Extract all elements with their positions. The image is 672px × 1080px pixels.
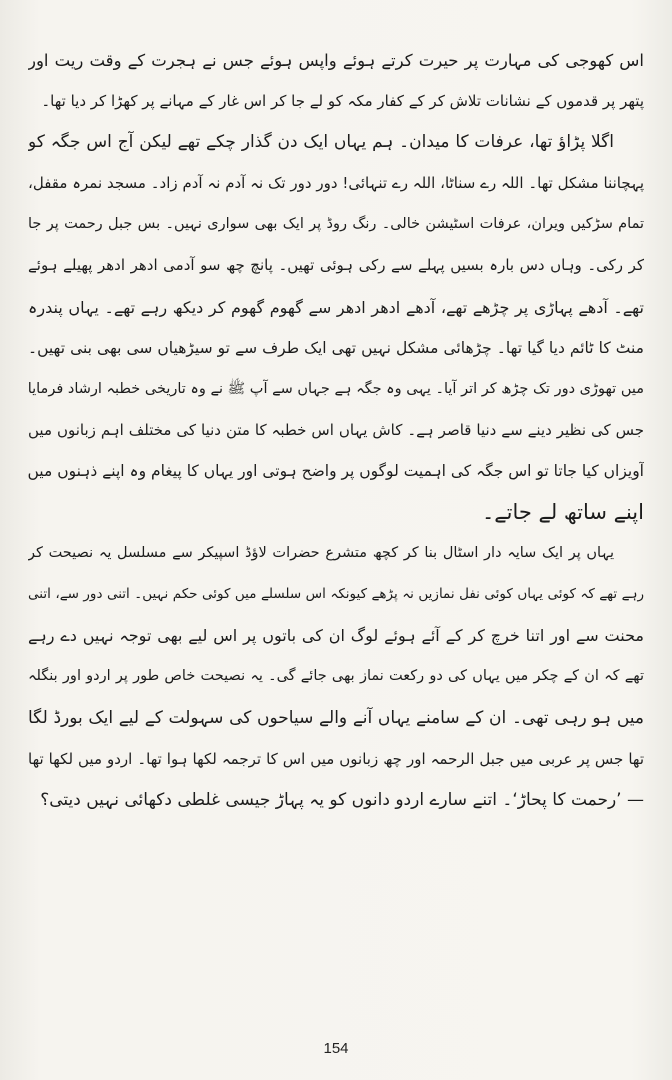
text-line: تھا جس پر عربی میں جبل الرحمہ اور چھ زبانوں میں اس کا ترجمہ لکھا ہوا تھا۔ اردو میں لکھا تھا bbox=[28, 749, 644, 768]
urdu-text-block bbox=[28, 40, 644, 821]
text-line: یہاں پر ایک سایہ دار اسٹال بنا کر کچھ متشرع حضرات لاؤڈ اسپیکر سے مسلسل یہ نصیحت کر bbox=[28, 545, 614, 562]
text-line: پتھر پر قدموں کے نشانات تلاش کر کے کفار مکہ کو لے جا کر اس غار کے مہانے پر کھڑا کر دیا تھا۔ bbox=[41, 92, 644, 111]
text-line: پہچاننا مشکل تھا۔ اللہ رے سناٹا، اللہ رے تنہائی! دور دور تک نہ آدم نہ آدم زاد۔ مسجد نمرہ مقفل، bbox=[28, 174, 644, 193]
text-line: محنت سے اور اتنا خرچ کر کے آئے ہوئے لوگ ان کی باتوں پر اس لیے بھی توجہ نہیں دے رہے bbox=[28, 626, 644, 646]
text-line: تھے کہ ان کے چکر میں یہاں کی دو رکعت نماز بھی جائے گی۔ یہ نصیحت خاص طور پر اردو اور بنگلہ bbox=[28, 668, 644, 685]
text-line: آویزاں کیا جاتا تو اس جگہ کی اہمیت لوگوں پر واضح ہوتی اور یہاں کا پیغام وہ اپنے ذہنوں میں bbox=[28, 461, 644, 480]
text-line: تمام سڑکیں ویران، عرفات اسٹیشن خالی۔ رنگ روڈ پر ایک بھی سواری نہیں۔ بس جبل رحمت پر جا bbox=[28, 216, 644, 233]
text-line: تھے۔ آدھے پہاڑی پر چڑھے تھے، آدھے ادھر ادھر سے گھوم گھوم کر دیکھ رہے تھے۔ یہاں پندرہ bbox=[28, 297, 644, 317]
text-line: میں تھوڑی دور تک چڑھ کر اتر آیا۔ یہی وہ جگہ ہے جہاں سے آپ ﷺ نے وہ تاریخی خطبہ ارشاد فرمایا bbox=[28, 380, 644, 397]
text-line: — ’رحمت کا پحاڑ‘۔ اتنے سارے اردو دانوں کو یہ پہاڑ جیسی غلطی دکھائی نہیں دیتی؟ bbox=[40, 789, 644, 810]
page-number: 154 bbox=[323, 1040, 349, 1057]
text-line: کر رکی۔ وہاں دس بارہ بسیں پہلے سے رکی ہوئی تھیں۔ پانچ چھ سو آدمی ادھر ادھر پھیلے ہوئے bbox=[28, 256, 644, 275]
text-line: اپنے ساتھ لے جاتے۔ bbox=[482, 500, 644, 525]
text-line: جس کی نظیر دینے سے دنیا قاصر ہے۔ کاش یہاں اس خطبہ کا متن دنیا کی مختلف اہم زبانوں میں bbox=[28, 420, 644, 439]
text-line: اگلا پڑاؤ تھا، عرفات کا میدان۔ ہم یہاں ایک دن گذار چکے تھے لیکن آج اس جگہ کو bbox=[28, 132, 614, 153]
text-line: رہے تھے کہ کوئی یہاں کوئی نفل نمازیں نہ پڑھے کیونکہ اس سلسلے میں کوئی حکم نہیں۔ اتنی دور سے، اتنی bbox=[28, 586, 644, 603]
text-line: میں ہو رہی تھی۔ ان کے سامنے یہاں آنے والے سیاحوں کی سہولت کے لیے ایک بورڈ لگا bbox=[28, 707, 644, 728]
text-line: اس کھوجی کی مہارت پر حیرت کرتے ہوئے واپس ہوئے جس نے ہجرت کے وقت ریت اور bbox=[28, 51, 644, 70]
text-line: منٹ کا ٹائم دیا گیا تھا۔ چڑھائی مشکل نہیں تھی ایک طرف سے تو سیڑھیاں سی بھی بنی تھیں۔ bbox=[28, 338, 644, 357]
